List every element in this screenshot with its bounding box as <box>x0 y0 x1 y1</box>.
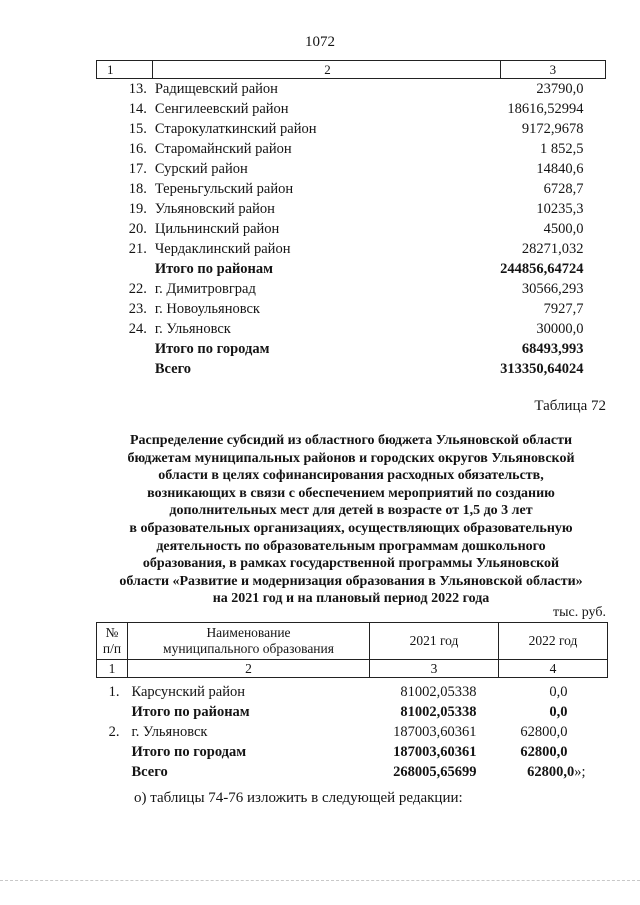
title-line: возникающих в связи с обеспечением мероприятий по созданию <box>147 485 555 501</box>
row-value: 14840,6 <box>536 161 584 177</box>
unit-label: тыс. руб. <box>553 605 606 620</box>
row-number: 19. <box>128 201 147 217</box>
top-table-header-col3: 3 <box>500 61 605 79</box>
colnum-1: 1 <box>97 660 128 678</box>
table-row <box>97 79 606 100</box>
row-name: Старомайнский район <box>154 141 292 157</box>
top-table <box>96 60 606 379</box>
row-number: 18. <box>128 181 147 197</box>
row-value: 30566,293 <box>521 281 584 297</box>
row-name: г. Новоульяновск <box>154 301 260 317</box>
title-line: области в целях софинансирования расходных обязательств, <box>158 468 544 484</box>
table-row <box>97 179 606 199</box>
row-name: Радищевский район <box>154 81 278 97</box>
table-row <box>97 722 608 742</box>
row-value: 313350,64024 <box>500 361 584 377</box>
row-value: 23790,0 <box>536 81 584 97</box>
colnum-2: 2 <box>128 660 370 678</box>
row-name: Всего <box>131 764 168 780</box>
row-name: Сурский район <box>154 161 248 177</box>
top-table-header-col1: 1 <box>97 61 153 79</box>
row-number <box>97 762 128 782</box>
row-number: 17. <box>128 161 147 177</box>
table-row <box>97 139 606 159</box>
table-row <box>97 159 606 179</box>
top-table-header-row <box>97 61 606 79</box>
row-value: 6728,7 <box>543 181 584 197</box>
row-value: 68493,993 <box>521 341 584 357</box>
header-name-line2: муниципального образования <box>163 641 334 656</box>
top-table-header-col2: 2 <box>153 61 500 79</box>
row-number: 15. <box>128 121 147 137</box>
row-name: Сенгилеевский район <box>154 101 289 117</box>
header-num <box>97 623 128 660</box>
title-line: на 2021 год и на плановый период 2022 года <box>212 591 490 607</box>
colnum-3: 3 <box>370 660 499 678</box>
row-value: 28271,032 <box>521 241 584 257</box>
row-name: Всего <box>154 361 192 377</box>
colnum-4: 4 <box>499 660 608 678</box>
footer-text: о) таблицы 74-76 изложить в следующей редакции: <box>134 790 463 806</box>
table-row <box>97 259 606 279</box>
row-value: 7927,7 <box>543 301 584 317</box>
table-row <box>97 319 606 339</box>
row-name: Чердаклинский район <box>154 241 291 257</box>
row-value-2021: 268005,65699 <box>393 764 477 780</box>
title-line: деятельность по образовательным программам дошкольного <box>156 538 546 554</box>
header-year-2022: 2022 год <box>499 623 608 660</box>
row-number: 2. <box>108 724 120 740</box>
scan-edge-divider <box>0 880 640 882</box>
row-number: 24. <box>128 321 147 337</box>
row-value: 9172,9678 <box>521 121 584 137</box>
row-number: 16. <box>128 141 147 157</box>
closing-quote: »; <box>574 764 586 780</box>
table-row <box>97 299 606 319</box>
row-number <box>97 339 153 359</box>
row-number: 22. <box>128 281 147 297</box>
row-number: 14. <box>128 101 147 117</box>
row-name: Итого по районам <box>154 261 274 277</box>
row-name: г. Димитровград <box>154 281 256 297</box>
row-value: 4500,0 <box>543 221 584 237</box>
row-name: г. Ульяновск <box>131 724 208 740</box>
row-name: Итого по районам <box>131 704 250 720</box>
row-value-2022 <box>499 762 608 782</box>
row-number: 13. <box>128 81 147 97</box>
row-name: Итого по городам <box>154 341 270 357</box>
header-name-line1: Наименование <box>206 625 291 640</box>
row-name: Старокулаткинский район <box>154 121 317 137</box>
row-name: г. Ульяновск <box>154 321 231 337</box>
page-number: 1072 <box>305 34 335 50</box>
table-label: Таблица 72 <box>534 398 606 414</box>
row-name: Итого по городам <box>131 744 247 760</box>
row-value: 244856,64724 <box>500 261 584 277</box>
row-value-2022: 0,0 <box>549 704 568 720</box>
row-number <box>97 259 153 279</box>
row-name: Цильнинский район <box>154 221 280 237</box>
bottom-table-colnum-row <box>97 660 608 678</box>
row-value-2022-number: 62800,0 <box>527 764 575 780</box>
table-row <box>97 99 606 119</box>
bottom-table-header-row <box>97 623 608 660</box>
title-line: в образовательных организациях, осуществляющих образовательную <box>129 520 573 536</box>
row-value-2022: 62800,0 <box>520 744 568 760</box>
row-number <box>97 359 153 379</box>
row-number <box>97 702 128 722</box>
row-value: 30000,0 <box>536 321 584 337</box>
row-value-2022: 62800,0 <box>520 724 568 740</box>
table-row <box>97 239 606 259</box>
table-row <box>97 678 608 703</box>
row-number: 20. <box>128 221 147 237</box>
table-row <box>97 199 606 219</box>
header-num-line2: п/п <box>102 641 122 656</box>
title-line: дополнительных мест для детей в возрасте от 1,5 до 3 лет <box>169 503 533 519</box>
row-name: Карсунский район <box>131 684 246 700</box>
table-row <box>97 742 608 762</box>
row-number: 23. <box>128 301 147 317</box>
title-line: области «Развитие и модернизация образования в Ульяновской области» <box>119 573 583 589</box>
row-value-2021: 187003,60361 <box>393 744 477 760</box>
title-line: образования, в рамках государственной программы Ульяновской <box>142 556 560 572</box>
header-num-line1: № <box>105 625 119 640</box>
row-number <box>97 742 128 762</box>
table-row <box>97 339 606 359</box>
header-name <box>128 623 370 660</box>
row-value: 1 852,5 <box>540 141 584 157</box>
row-name: Ульяновский район <box>154 201 275 217</box>
table-row <box>97 219 606 239</box>
row-number: 21. <box>128 241 147 257</box>
row-value-2022: 0,0 <box>549 684 568 700</box>
row-value-2021: 81002,05338 <box>400 704 477 720</box>
row-value: 10235,3 <box>536 201 584 217</box>
table-title <box>96 432 606 608</box>
title-line: Распределение субсидий из областного бюджета Ульяновской области <box>129 433 573 448</box>
row-value-2021: 187003,60361 <box>393 724 477 740</box>
table-row <box>97 119 606 139</box>
row-number: 1. <box>108 684 120 700</box>
header-year-2021: 2021 год <box>370 623 499 660</box>
table-row <box>97 279 606 299</box>
table-row <box>97 359 606 379</box>
bottom-table <box>96 622 608 782</box>
row-value: 18616,52994 <box>507 101 584 117</box>
row-name: Тереньгульский район <box>154 181 294 197</box>
title-line: бюджетам муниципальных районов и городских округов Ульяновской <box>127 450 575 466</box>
table-row <box>97 702 608 722</box>
row-value-2021: 81002,05338 <box>400 684 477 700</box>
table-row <box>97 762 608 782</box>
